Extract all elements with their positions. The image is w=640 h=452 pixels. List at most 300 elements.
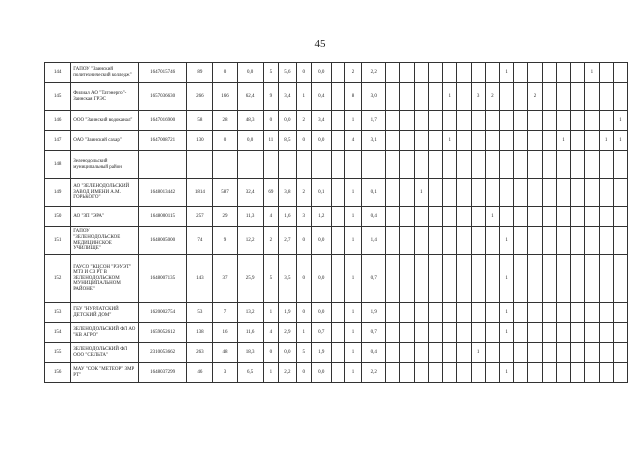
table-cell	[428, 363, 442, 383]
row-number-cell: 145	[45, 83, 71, 111]
table-cell: 0,0	[237, 63, 263, 83]
table-cell: 2,2	[362, 363, 386, 383]
table-cell	[457, 83, 471, 111]
table-cell: 0	[296, 255, 311, 303]
table-cell	[386, 255, 400, 303]
table-cell	[542, 151, 556, 179]
table-cell	[443, 255, 457, 303]
table-cell	[542, 63, 556, 83]
table-cell	[556, 179, 570, 207]
table-cell	[585, 343, 599, 363]
table-cell	[400, 323, 414, 343]
table-cell	[556, 323, 570, 343]
table-cell: 0,0	[311, 363, 331, 383]
organization-name-cell: ОАО "Заинский сахар"	[71, 131, 139, 151]
table-cell	[428, 111, 442, 131]
organization-name-cell: АО "ЗЕЛЕНОДОЛЬСКИЙ ЗАВОД ИМЕНИ А.М. ГОРЬКОГО"	[71, 179, 139, 207]
table-cell	[613, 227, 627, 255]
table-cell	[613, 323, 627, 343]
table-cell	[331, 255, 344, 303]
table-cell: 2	[296, 179, 311, 207]
table-cell	[457, 63, 471, 83]
table-cell	[331, 207, 344, 227]
table-cell: 13,2	[237, 303, 263, 323]
table-cell	[296, 151, 311, 179]
table-cell	[514, 363, 528, 383]
table-cell	[386, 343, 400, 363]
table-cell	[331, 323, 344, 343]
table-cell	[400, 63, 414, 83]
table-cell	[331, 131, 344, 151]
table-cell: 37	[213, 255, 237, 303]
table-cell	[443, 323, 457, 343]
table-cell: 0	[263, 343, 278, 363]
table-cell	[514, 323, 528, 343]
table-cell	[500, 207, 514, 227]
table-cell	[571, 131, 585, 151]
table-cell	[485, 227, 499, 255]
table-cell	[542, 111, 556, 131]
table-cell	[528, 255, 542, 303]
table-row	[45, 323, 628, 343]
table-cell	[471, 255, 485, 303]
table-cell	[613, 83, 627, 111]
table-cell: 587	[213, 179, 237, 207]
organization-name-cell: ГАПОУ "ЗЕЛЕНОДОЛЬСКОЕ МЕДИЦИНСКОЕ УЧИЛИЩЕ"	[71, 227, 139, 255]
table-cell: 130	[187, 131, 213, 151]
table-cell	[386, 111, 400, 131]
table-cell: 1648037299	[139, 363, 187, 383]
table-cell	[528, 207, 542, 227]
table-cell: 18,3	[237, 343, 263, 363]
table-cell	[556, 363, 570, 383]
table-cell: 1	[585, 63, 599, 83]
table-cell: 0,0	[237, 131, 263, 151]
table-cell	[485, 363, 499, 383]
table-cell	[400, 131, 414, 151]
table-cell: 2,2	[279, 363, 297, 383]
table-row	[45, 207, 628, 227]
table-cell	[331, 179, 344, 207]
table-cell	[457, 111, 471, 131]
organization-name-cell: Зеленодольский муниципальный район	[71, 151, 139, 179]
table-cell: 0,0	[311, 227, 331, 255]
table-cell	[514, 179, 528, 207]
table-cell	[471, 323, 485, 343]
table-cell	[585, 255, 599, 303]
table-cell	[500, 83, 514, 111]
table-cell	[556, 63, 570, 83]
table-cell	[400, 151, 414, 179]
table-cell	[400, 227, 414, 255]
table-cell: 9	[263, 83, 278, 111]
table-cell	[528, 303, 542, 323]
table-cell: 2,7	[279, 227, 297, 255]
table-cell: 1	[344, 323, 362, 343]
table-cell	[428, 323, 442, 343]
table-cell	[428, 207, 442, 227]
table-cell: 1	[485, 207, 499, 227]
table-cell	[514, 343, 528, 363]
table-cell	[571, 111, 585, 131]
table-cell: 7	[213, 303, 237, 323]
table-cell: 1,6	[279, 207, 297, 227]
table-cell: 2310053662	[139, 343, 187, 363]
table-cell: 1	[613, 111, 627, 131]
table-cell	[613, 151, 627, 179]
table-cell: 1648013442	[139, 179, 187, 207]
table-cell	[443, 227, 457, 255]
table-cell	[443, 151, 457, 179]
table-cell: 1	[500, 303, 514, 323]
table-cell	[331, 363, 344, 383]
table-row	[45, 255, 628, 303]
table-cell: 5,6	[279, 63, 297, 83]
table-cell: 32,4	[237, 179, 263, 207]
table-cell	[556, 207, 570, 227]
table-cell: 1	[471, 343, 485, 363]
table-cell	[542, 179, 556, 207]
table-cell	[237, 151, 263, 179]
table-row	[45, 63, 628, 83]
table-cell: 2,2	[362, 63, 386, 83]
table-cell	[386, 151, 400, 179]
table-cell	[542, 323, 556, 343]
table-cell	[599, 255, 613, 303]
table-cell: 11,6	[237, 323, 263, 343]
table-cell: 1	[263, 303, 278, 323]
table-cell	[571, 207, 585, 227]
page-number: 45	[314, 38, 326, 50]
table-cell: 1657036630	[139, 83, 187, 111]
table-cell	[386, 63, 400, 83]
table-cell: 1,9	[311, 343, 331, 363]
table-cell	[542, 207, 556, 227]
table-cell	[400, 255, 414, 303]
row-number-cell: 153	[45, 303, 71, 323]
table-cell	[443, 343, 457, 363]
table-cell: 3	[471, 83, 485, 111]
table-cell: 1	[613, 131, 627, 151]
table-cell: 5	[263, 255, 278, 303]
row-number-cell: 156	[45, 363, 71, 383]
table-cell	[585, 83, 599, 111]
table-cell	[528, 343, 542, 363]
table-cell: 1	[556, 131, 570, 151]
table-cell: 2	[344, 63, 362, 83]
table-cell	[457, 255, 471, 303]
table-cell	[187, 151, 213, 179]
table-cell	[428, 63, 442, 83]
table-cell	[500, 131, 514, 151]
table-cell	[599, 227, 613, 255]
table-cell	[457, 303, 471, 323]
table-row	[45, 179, 628, 207]
table-cell	[386, 131, 400, 151]
table-cell	[542, 363, 556, 383]
table-cell	[585, 207, 599, 227]
table-cell	[485, 343, 499, 363]
table-cell	[471, 131, 485, 151]
table-cell	[457, 343, 471, 363]
table-cell	[471, 111, 485, 131]
table-cell: 0	[263, 111, 278, 131]
table-cell	[414, 111, 428, 131]
table-cell: 1	[296, 83, 311, 111]
table-cell: 48,3	[237, 111, 263, 131]
table-cell	[613, 207, 627, 227]
table-cell	[443, 111, 457, 131]
row-number-cell: 146	[45, 111, 71, 131]
row-number-cell: 151	[45, 227, 71, 255]
table-cell	[613, 303, 627, 323]
table-cell	[471, 179, 485, 207]
row-number-cell: 149	[45, 179, 71, 207]
table-cell	[571, 227, 585, 255]
table-cell: 3	[213, 363, 237, 383]
table-cell	[556, 303, 570, 323]
table-cell: 6,5	[237, 363, 263, 383]
organization-name-cell: ООО "Заинский водоканал"	[71, 111, 139, 131]
table-cell	[386, 303, 400, 323]
table-cell	[457, 179, 471, 207]
table-cell	[457, 207, 471, 227]
table-cell	[457, 363, 471, 383]
table-cell: 1	[344, 255, 362, 303]
table-cell: 263	[187, 343, 213, 363]
table-cell: 1	[443, 83, 457, 111]
table-cell	[331, 303, 344, 323]
table-cell	[571, 323, 585, 343]
table-cell: 1	[344, 111, 362, 131]
table-cell	[599, 151, 613, 179]
table-cell	[571, 151, 585, 179]
table-cell	[428, 255, 442, 303]
table-cell	[599, 343, 613, 363]
table-cell	[528, 151, 542, 179]
table-cell	[485, 255, 499, 303]
table-cell	[331, 111, 344, 131]
table-cell	[500, 343, 514, 363]
table-cell	[585, 303, 599, 323]
table-cell: 2	[296, 111, 311, 131]
table-cell	[571, 63, 585, 83]
table-cell	[528, 111, 542, 131]
table-cell: 4	[263, 207, 278, 227]
table-cell	[331, 227, 344, 255]
table-cell: 1,9	[362, 303, 386, 323]
organization-name-cell: Филиал АО "Татэнерго"-Заинская ГРЭС	[71, 83, 139, 111]
table-cell	[571, 343, 585, 363]
table-cell	[599, 207, 613, 227]
table-cell: 1648000115	[139, 207, 187, 227]
table-cell	[485, 63, 499, 83]
table-cell	[414, 303, 428, 323]
table-cell: 1	[344, 179, 362, 207]
table-cell: 1648007135	[139, 255, 187, 303]
table-cell: 9	[213, 227, 237, 255]
table-cell: 48	[213, 343, 237, 363]
table-cell	[400, 363, 414, 383]
table-cell	[428, 83, 442, 111]
table-cell	[542, 83, 556, 111]
table-cell: 2	[263, 227, 278, 255]
table-cell	[613, 63, 627, 83]
table-cell	[542, 227, 556, 255]
table-cell: 1648005000	[139, 227, 187, 255]
table-cell: 1	[443, 131, 457, 151]
table-cell	[263, 151, 278, 179]
table-cell	[311, 151, 331, 179]
table-cell	[542, 303, 556, 323]
organization-name-cell: ЗЕЛЕНОДОЛЬСКИЙ ФЛ АО "КВ АГРО"	[71, 323, 139, 343]
table-cell	[613, 179, 627, 207]
table-row	[45, 363, 628, 383]
table-cell: 5	[263, 63, 278, 83]
table-cell: 3,0	[362, 83, 386, 111]
table-cell	[599, 303, 613, 323]
table-cell: 0	[296, 303, 311, 323]
table-cell: 89	[187, 63, 213, 83]
table-cell	[556, 83, 570, 111]
table-cell: 28	[213, 111, 237, 131]
table-cell: 0,7	[311, 323, 331, 343]
row-number-cell: 148	[45, 151, 71, 179]
table-cell: 5	[296, 343, 311, 363]
table-cell: 1,2	[311, 207, 331, 227]
table-cell	[386, 323, 400, 343]
table-cell: 12,2	[237, 227, 263, 255]
table-cell	[331, 83, 344, 111]
table-cell	[443, 363, 457, 383]
table-cell: 1,4	[362, 227, 386, 255]
table-cell: 0,7	[362, 323, 386, 343]
table-cell	[556, 111, 570, 131]
table-cell	[528, 363, 542, 383]
table-cell	[457, 227, 471, 255]
table-cell	[571, 303, 585, 323]
table-cell	[386, 83, 400, 111]
table-cell	[528, 323, 542, 343]
table-cell	[613, 255, 627, 303]
table-cell	[514, 207, 528, 227]
table-cell	[471, 363, 485, 383]
row-number-cell: 155	[45, 343, 71, 363]
table-cell	[528, 63, 542, 83]
table-cell	[414, 363, 428, 383]
table-cell: 3,5	[279, 255, 297, 303]
table-cell	[414, 343, 428, 363]
table-cell	[386, 179, 400, 207]
table-cell	[585, 363, 599, 383]
table-cell: 1	[344, 207, 362, 227]
table-cell: 1	[500, 227, 514, 255]
table-cell: 0,7	[362, 255, 386, 303]
table-cell: 0	[296, 63, 311, 83]
table-cell: 2,9	[279, 323, 297, 343]
row-number-cell: 150	[45, 207, 71, 227]
table-cell: 257	[187, 207, 213, 227]
table-cell	[414, 131, 428, 151]
table-cell	[400, 111, 414, 131]
table-cell	[457, 131, 471, 151]
table-cell: 1,9	[279, 303, 297, 323]
organization-name-cell: МАУ "СОК "МЕТЕОР" ЗМР РТ"	[71, 363, 139, 383]
row-number-cell: 154	[45, 323, 71, 343]
table-cell: 0,1	[311, 179, 331, 207]
table-cell: 0,4	[362, 343, 386, 363]
table-cell	[485, 303, 499, 323]
table-row	[45, 111, 628, 131]
table-cell	[428, 131, 442, 151]
table-cell	[500, 151, 514, 179]
table-cell	[514, 255, 528, 303]
table-cell: 62,4	[237, 83, 263, 111]
table-cell: 3,8	[279, 179, 297, 207]
table-cell	[571, 83, 585, 111]
table-cell: 0,0	[311, 131, 331, 151]
table-cell	[585, 227, 599, 255]
table-cell: 1	[500, 323, 514, 343]
table-cell: 0	[213, 131, 237, 151]
table-cell: 266	[187, 83, 213, 111]
table-cell	[599, 83, 613, 111]
table-cell: 0,0	[279, 111, 297, 131]
table-cell: 1,7	[362, 111, 386, 131]
table-cell	[571, 363, 585, 383]
table-cell: 25,9	[237, 255, 263, 303]
table-cell: 143	[187, 255, 213, 303]
table-cell	[443, 207, 457, 227]
organization-name-cell: ГАУСО "КЦСОН "РЭУЭТ" МТЗ И СЗ РТ В ЗЕЛЕНОДОЛЬСКОМ МУНИЦИПАЛЬНОМ РАЙОНЕ"	[71, 255, 139, 303]
table-cell	[331, 343, 344, 363]
table-cell: 1	[500, 255, 514, 303]
table-row	[45, 227, 628, 255]
table-cell: 1814	[187, 179, 213, 207]
table-cell: 2	[528, 83, 542, 111]
organization-name-cell: АО "ЗП "ЭРА"	[71, 207, 139, 227]
table-cell	[514, 83, 528, 111]
table-cell	[514, 63, 528, 83]
table-cell	[585, 111, 599, 131]
table-cell	[528, 227, 542, 255]
table-cell: 4	[263, 323, 278, 343]
table-cell	[428, 151, 442, 179]
table-cell: 4	[344, 131, 362, 151]
organization-name-cell: ГБУ "НУРЛАТСКИЙ ДЕТСКИЙ ДОМ"	[71, 303, 139, 323]
table-body	[45, 63, 628, 383]
table-cell: 0,4	[311, 83, 331, 111]
table-cell	[528, 179, 542, 207]
table-cell: 1	[500, 63, 514, 83]
table-cell	[414, 207, 428, 227]
table-cell: 69	[263, 179, 278, 207]
table-cell	[556, 227, 570, 255]
table-cell: 0	[296, 227, 311, 255]
table-cell	[514, 303, 528, 323]
table-cell: 1	[344, 363, 362, 383]
table-cell	[599, 323, 613, 343]
table-cell	[428, 227, 442, 255]
table-cell: 1	[599, 131, 613, 151]
table-cell: 2	[485, 83, 499, 111]
table-cell: 53	[187, 303, 213, 323]
table-cell: 1	[344, 303, 362, 323]
table-cell: 1	[414, 179, 428, 207]
data-table	[44, 62, 628, 383]
table-cell	[585, 179, 599, 207]
table-cell	[279, 151, 297, 179]
